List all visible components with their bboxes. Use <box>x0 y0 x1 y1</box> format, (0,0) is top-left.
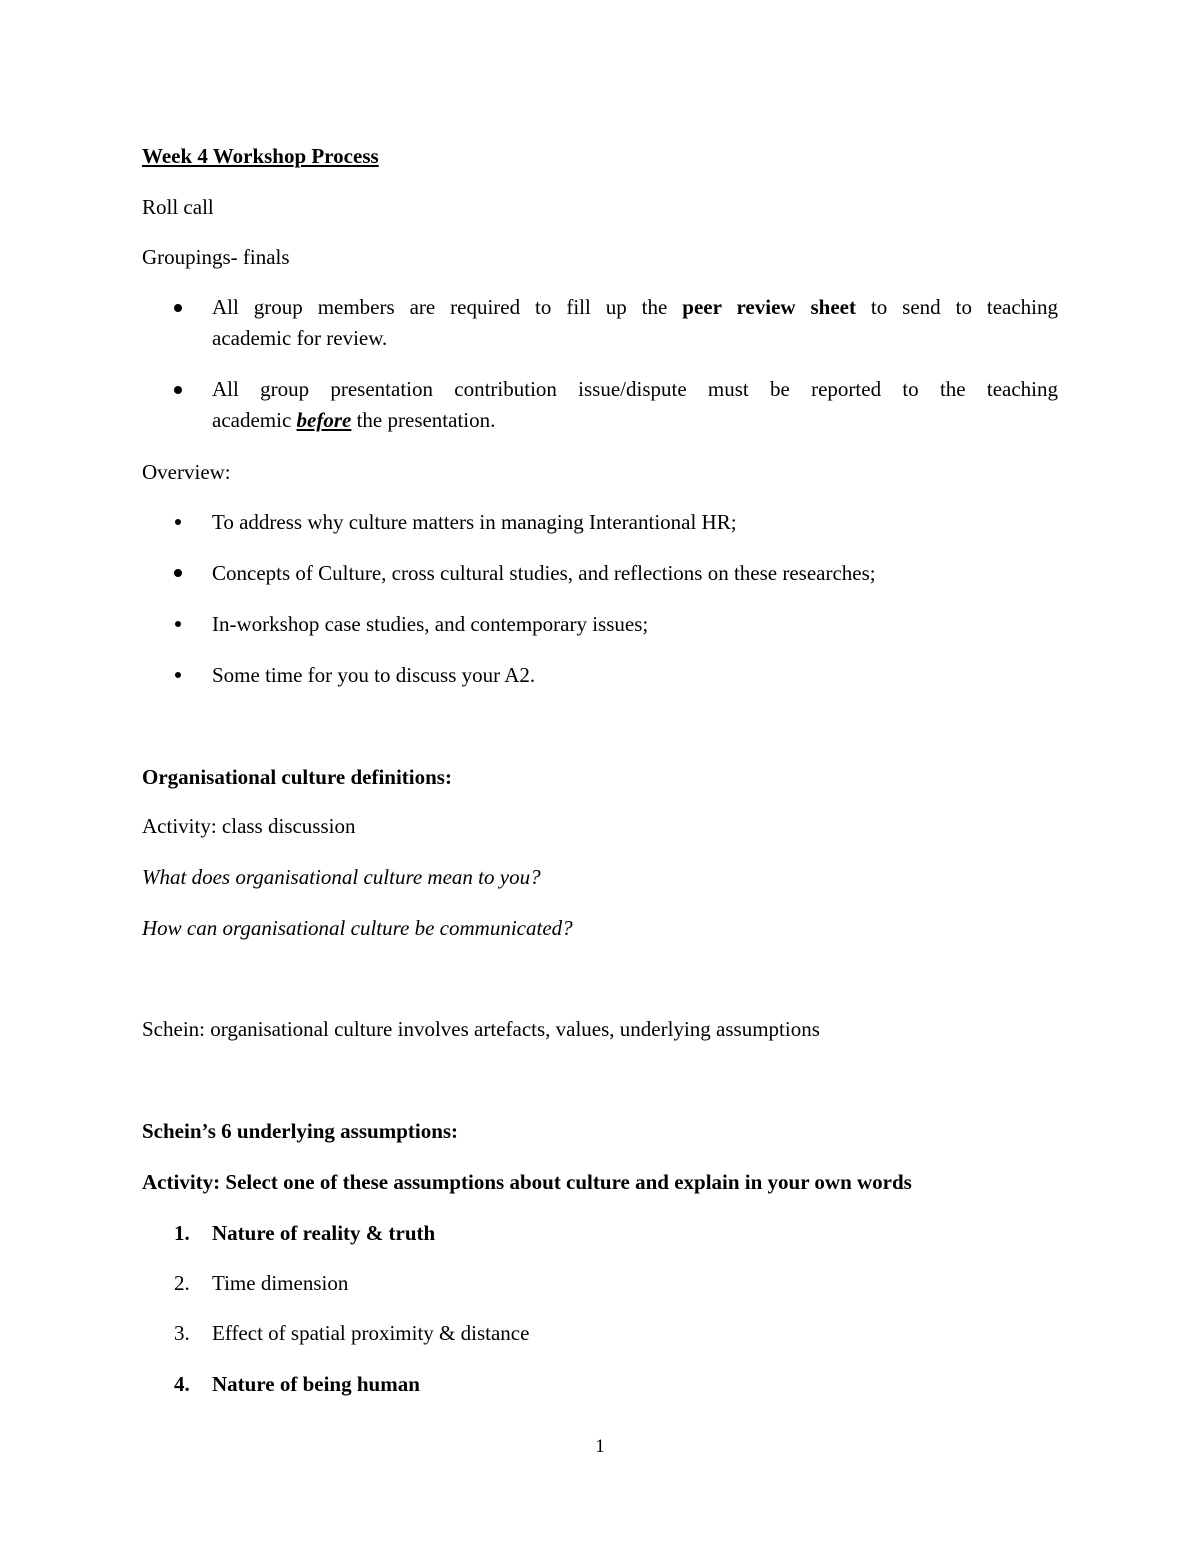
assumption-number: 4. <box>174 1372 190 1396</box>
grouping-bullet-2 <box>212 374 1058 436</box>
assumption-item: Nature of reality & truth <box>212 1221 436 1245</box>
grouping-bullet-1 <box>212 292 1058 354</box>
assumption-item: Effect of spatial proximity & distance <box>212 1321 530 1345</box>
before-emphasis-text: before <box>296 408 352 432</box>
grouping-bullet-2-line1: All group presentation contribution issue/dispute must be reported to the teaching <box>212 377 1058 401</box>
grouping-bullet-1-line2: academic for review. <box>212 326 388 350</box>
schein-activity: Activity: Select one of these assumptions about culture and explain in your own words <box>142 1170 912 1194</box>
assumption-number: 1. <box>174 1221 190 1245</box>
assumption-item: Time dimension <box>212 1271 349 1295</box>
peer-review-sheet-text: peer review sheet <box>682 295 856 319</box>
overview-item: To address why culture matters in managing Interantional HR; <box>212 510 737 534</box>
activity-discussion-text: Activity: class discussion <box>142 814 356 838</box>
grouping-bullet-2-line2: academic before the presentation. <box>212 408 496 432</box>
schein-heading: Schein’s 6 underlying assumptions: <box>142 1119 459 1143</box>
overview-label: Overview: <box>142 460 231 484</box>
question-2: How can organisational culture be communicated? <box>142 916 573 940</box>
page-number: 1 <box>595 1436 605 1457</box>
roll-call-text: Roll call <box>142 195 214 219</box>
document-title: Week 4 Workshop Process <box>142 144 379 168</box>
org-culture-heading: Organisational culture definitions: <box>142 765 452 789</box>
question-1: What does organisational culture mean to you? <box>142 865 541 889</box>
assumption-item: Nature of being human <box>212 1372 420 1396</box>
overview-item: Some time for you to discuss your A2. <box>212 663 536 687</box>
grouping-bullet-1-line1: All group members are required to fill up the peer review sheet to send to teaching <box>212 295 1059 319</box>
groupings-text: Groupings- finals <box>142 245 290 269</box>
overview-item: Concepts of Culture, cross cultural studies, and reflections on these researches; <box>212 561 876 585</box>
assumption-number: 3. <box>174 1321 190 1345</box>
overview-item: In-workshop case studies, and contemporary issues; <box>212 612 649 636</box>
schein-statement: Schein: organisational culture involves artefacts, values, underlying assumptions <box>142 1017 820 1041</box>
assumption-number: 2. <box>174 1271 190 1295</box>
